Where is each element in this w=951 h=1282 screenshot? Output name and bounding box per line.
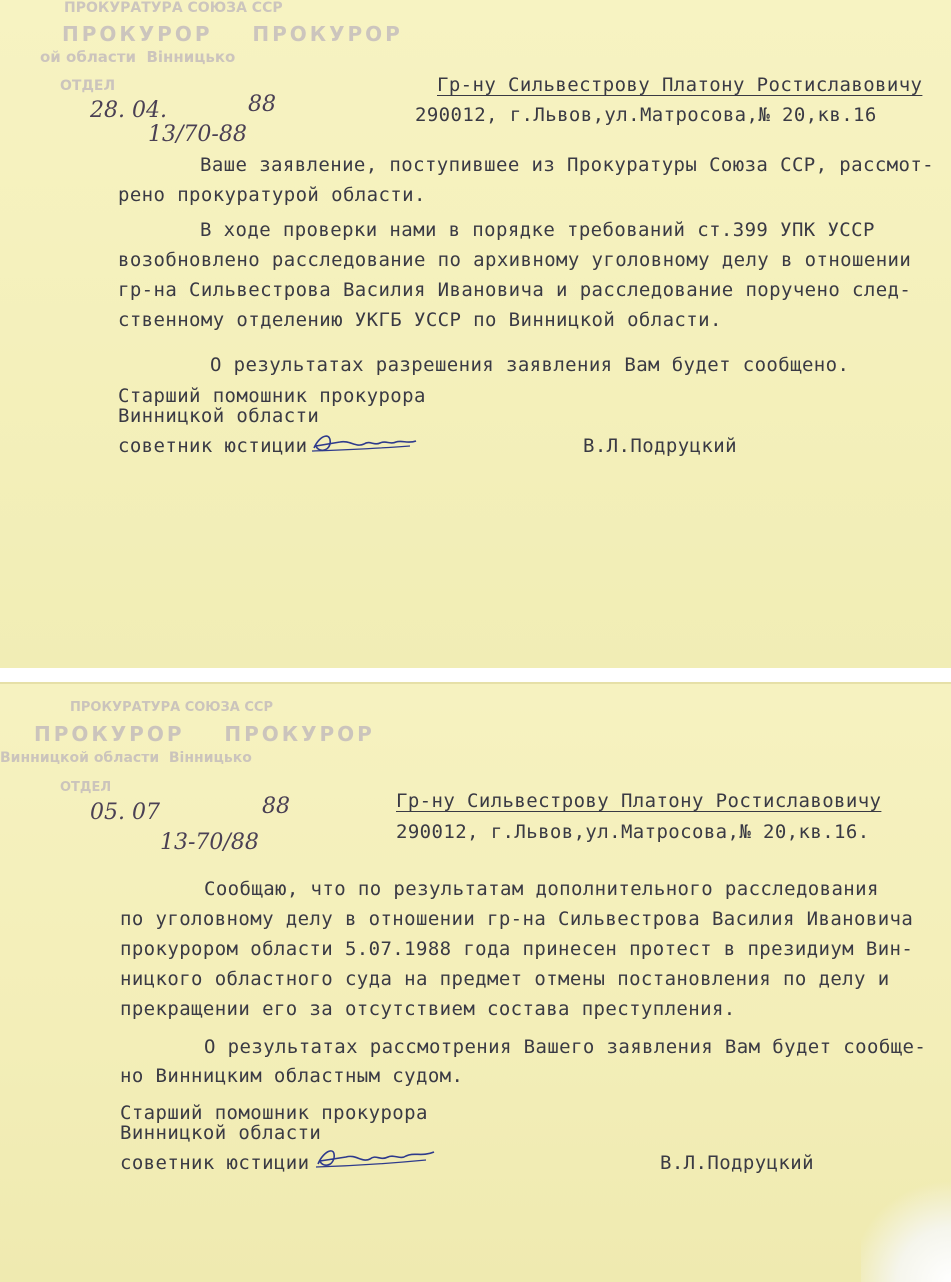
body-line: ницкого областного суда на предмет отмены постановления по делу и [120,968,890,990]
recipient-address: 290012, г.Львов,ул.Матросова,№ 20,кв.16 [415,104,877,126]
body-line: ственному отделению УКГБ УССР по Винницкой области. [118,309,722,331]
body-line: гр-на Сильвестрова Василия Ивановича и расследование поручено след- [118,279,912,301]
office-stamp: ПРОКУРАТУРА СОЮЗА ССР [64,0,283,16]
handwritten-date: 28. 04. [90,98,167,123]
signer-title: Старший помошник прокурора [120,1102,428,1124]
signer-region: Винницкой области [120,1122,322,1144]
handwritten-reg-number: 13/70-88 [148,122,247,147]
recipient-address: 290012, г.Львов,ул.Матросова,№ 20,кв.16. [396,821,870,843]
signer-title: Старший помошник прокурора [118,385,426,407]
recipient-name: Гр-ну Сильвестрову Платону Ростиславовичу [437,74,923,96]
handwritten-reg-number: 13-70/88 [160,830,259,855]
body-line: по уголовному делу в отношении гр-на Сильвестрова Василия Ивановича [120,908,914,930]
body-line: Ваше заявление, поступившее из Прокуратуры Союза ССР, рассмот- [200,154,935,176]
body-line: но Винницким областным судом. [120,1065,464,1087]
office-stamp-line: ОТДЕЛ [60,780,112,795]
office-stamp-line: ОТДЕЛ [60,78,116,94]
body-line: О результатах рассмотрения Вашего заявления Вам будет сообще- [204,1036,927,1058]
recipient-name: Гр-ну Сильвестрову Платону Ростиславовичу [396,790,882,812]
handwritten-date: 05. 07 [90,800,160,825]
signer-rank: советник юстиции [120,1152,310,1174]
office-stamp-line: ПРОКУРОР ПРОКУРОР [62,22,403,46]
body-line: прекращении его за отсутствием состава преступления. [120,998,736,1020]
handwritten-signature [310,428,420,458]
body-line: возобновлено расследование по архивному уголовному делу в отношении [118,249,912,271]
body-line: прокурором области 5.07.1988 года принесен протест в президиум Вин- [120,938,914,960]
body-line: О результатах разрешения заявления Вам будет сообщено. [210,354,850,376]
handwritten-signature [314,1142,438,1172]
handwritten-year: 88 [248,92,276,117]
office-stamp-line: Винницкой области Вінницько [0,750,252,766]
office-stamp-line: ПРОКУРОР ПРОКУРОР [34,722,375,746]
signer-rank: советник юстиции [118,435,308,457]
handwritten-year: 88 [262,794,290,819]
office-stamp-line: ой области Вінницько [40,48,236,66]
body-line: рено прокуратурой области. [118,184,426,206]
letter-2 [0,682,951,1282]
torn-corner [861,1182,951,1282]
signer-region: Винницкой области [118,405,320,427]
office-stamp: ПРОКУРАТУРА СОЮЗА ССР [70,700,273,715]
signer-name: В.Л.Подруцкий [660,1152,814,1174]
signer-name: В.Л.Подруцкий [583,435,737,457]
sheet-gap [0,668,951,682]
body-line: Сообщаю, что по результатам дополнительного расследования [204,878,879,900]
body-line: В ходе проверки нами в порядке требований ст.399 УПК УССР [200,219,875,241]
